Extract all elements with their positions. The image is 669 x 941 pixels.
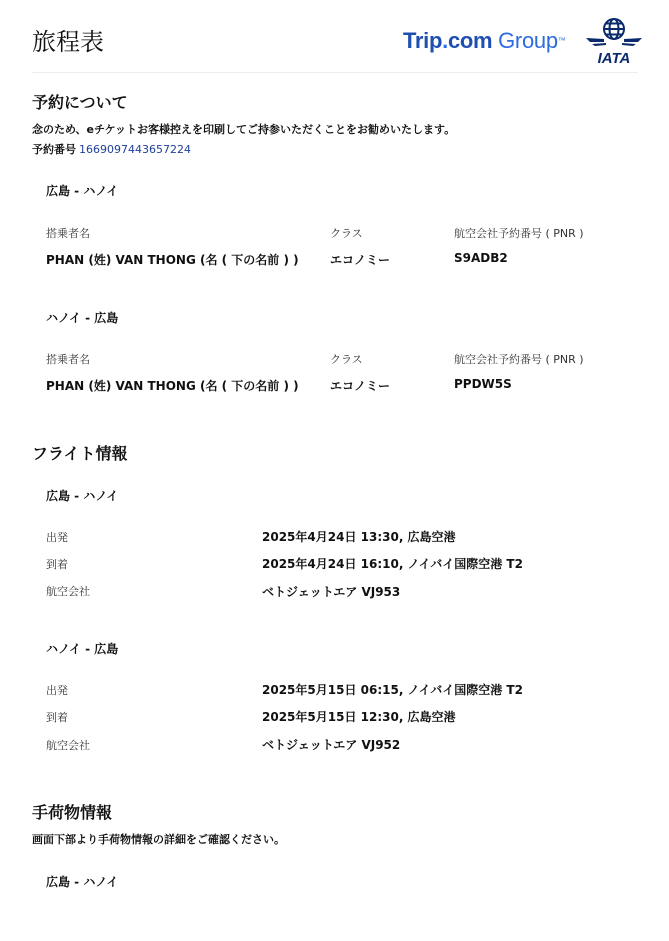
- pnr-value: S9ADB2: [454, 251, 508, 265]
- trip-com-group-logo: Trip.com Group™: [403, 28, 566, 53]
- booking-number-value: 1669097443657224: [79, 143, 191, 156]
- booking-number: [32, 141, 191, 157]
- baggage-route: 広島 - ハノイ: [46, 875, 119, 889]
- airline-value: ベトジェットエア VJ952: [262, 738, 401, 752]
- flight-leg-route: ハノイ - 広島: [46, 642, 119, 656]
- cabin-class: エコノミー: [330, 253, 391, 267]
- booking-number-label: 予約番号: [32, 143, 76, 156]
- flight-leg-route: 広島 - ハノイ: [46, 489, 119, 503]
- page-title: 旅程表: [32, 28, 104, 56]
- pnr-value: PPDW5S: [454, 377, 512, 391]
- depart-value: 2025年5月15日 06:15, ノイバイ国際空港 T2: [262, 683, 523, 697]
- passenger-name: PHAN (姓) VAN THONG (名 ( 下の名前 ) ): [46, 253, 299, 267]
- baggage-note: 画面下部より手荷物情報の詳細をご確認ください。: [32, 833, 285, 846]
- iata-logo: [584, 16, 644, 68]
- passenger-label: 搭乗者名: [46, 353, 90, 366]
- arrive-value: 2025年4月24日 16:10, ノイバイ国際空港 T2: [262, 557, 523, 571]
- booking-note: 念のため、eチケットお客様控えを印刷してご持参いただくことをお勧めいたします。: [32, 123, 456, 136]
- booking-segment-route: 広島 - ハノイ: [46, 184, 119, 198]
- passenger-name: PHAN (姓) VAN THONG (名 ( 下の名前 ) ): [46, 379, 299, 393]
- booking-heading: 予約について: [32, 93, 128, 112]
- depart-label: 出発: [46, 531, 68, 544]
- baggage-heading: 手荷物情報: [32, 803, 113, 822]
- pnr-label: 航空会社予約番号 ( PNR ): [454, 353, 584, 366]
- airline-label: 航空会社: [46, 739, 90, 752]
- booking-segment-route: ハノイ - 広島: [46, 311, 119, 325]
- passenger-label: 搭乗者名: [46, 227, 90, 240]
- flights-heading: フライト情報: [32, 444, 128, 463]
- arrive-value: 2025年5月15日 12:30, 広島空港: [262, 710, 456, 724]
- header-divider: [32, 72, 638, 73]
- class-label: クラス: [330, 227, 363, 240]
- arrive-label: 到着: [46, 711, 68, 724]
- depart-value: 2025年4月24日 13:30, 広島空港: [262, 530, 456, 544]
- iata-wordmark: IATA: [597, 50, 631, 67]
- depart-label: 出発: [46, 684, 68, 697]
- airline-label: 航空会社: [46, 585, 90, 598]
- header: [32, 18, 642, 70]
- class-label: クラス: [330, 353, 363, 366]
- pnr-label: 航空会社予約番号 ( PNR ): [454, 227, 584, 240]
- airline-value: ベトジェットエア VJ953: [262, 585, 401, 599]
- cabin-class: エコノミー: [330, 379, 391, 393]
- arrive-label: 到着: [46, 558, 68, 571]
